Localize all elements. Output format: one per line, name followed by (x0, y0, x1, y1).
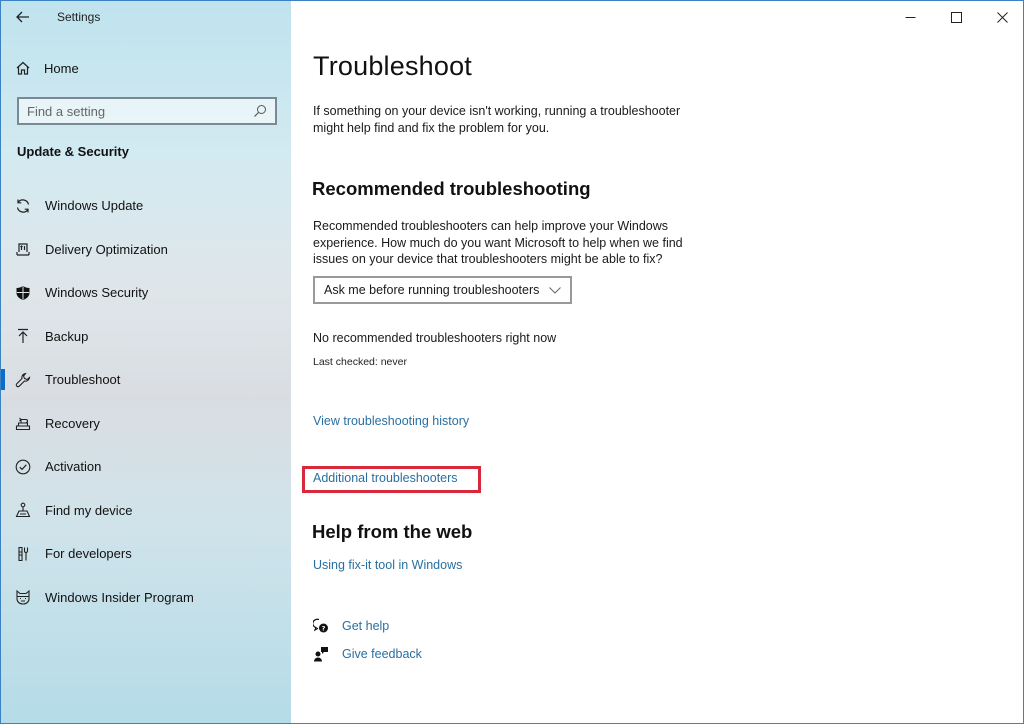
sidebar-nav (1, 184, 291, 619)
sidebar-item-find-my-device[interactable] (1, 489, 291, 533)
sidebar (1, 1, 291, 724)
main-content (291, 1, 1024, 724)
maximize-button[interactable] (933, 1, 979, 33)
sidebar-item-delivery-optimization[interactable] (1, 228, 291, 272)
sidebar-item-for-developers[interactable] (1, 532, 291, 576)
sidebar-item-label: For developers (45, 546, 132, 562)
get-help-label: Get help (342, 619, 390, 633)
sidebar-item-windows-update[interactable] (1, 184, 291, 228)
get-help-link[interactable] (313, 618, 389, 634)
find-device-icon (1, 502, 45, 518)
fix-it-tool-link[interactable]: Using fix-it tool in Windows (313, 558, 463, 572)
recovery-icon (1, 415, 45, 431)
maximize-icon (951, 12, 962, 23)
search-icon[interactable] (253, 104, 267, 118)
backup-arrow-icon (1, 328, 45, 344)
sidebar-item-label: Troubleshoot (45, 372, 121, 388)
sidebar-item-label: Windows Security (45, 285, 149, 301)
sidebar-item-windows-security[interactable] (1, 271, 291, 315)
sidebar-item-label: Backup (45, 328, 89, 344)
wrench-icon (1, 372, 45, 388)
svg-text:?: ? (321, 624, 326, 633)
sidebar-item-windows-insider-program[interactable] (1, 576, 291, 620)
page-title: Troubleshoot (313, 51, 472, 81)
sync-icon (1, 198, 45, 214)
section-title: Update & Security (17, 144, 129, 159)
recommended-status: No recommended troubleshooters right now (313, 331, 557, 345)
dropdown-value: Ask me before running troubleshooters (324, 283, 540, 297)
sidebar-item-label: Activation (45, 459, 102, 475)
insider-cat-icon (1, 589, 45, 605)
view-history-link[interactable]: View troubleshooting history (313, 414, 470, 428)
sidebar-item-label: Windows Insider Program (45, 589, 194, 605)
give-feedback-link[interactable] (313, 646, 422, 662)
help-web-heading: Help from the web (312, 521, 473, 542)
window-controls (887, 1, 1024, 33)
sidebar-item-backup[interactable] (1, 315, 291, 359)
get-help-icon (313, 618, 342, 634)
sidebar-item-recovery[interactable] (1, 402, 291, 446)
home-label: Home (44, 60, 79, 76)
sidebar-item-label: Find my device (45, 502, 133, 518)
check-circle-icon (1, 459, 45, 475)
minimize-icon (905, 12, 916, 23)
sidebar-item-activation[interactable] (1, 445, 291, 489)
recommended-description: Recommended troubleshooters can help improve your Windows experience. How much do you want Microsoft to help when we find issues on your device that troubleshooters might be able to fix? (313, 219, 683, 266)
intro-text: If something on your device isn't working, running a troubleshooter might help find and fix the problem for you. (313, 104, 681, 135)
shield-icon (1, 285, 45, 301)
recommended-heading: Recommended troubleshooting (312, 178, 591, 199)
troubleshoot-preference-dropdown[interactable] (313, 276, 572, 304)
close-icon (997, 12, 1008, 23)
delivery-optimization-icon (1, 241, 45, 257)
back-arrow-icon (16, 11, 30, 23)
last-checked: Last checked: never (313, 356, 407, 368)
search-box[interactable] (17, 97, 277, 125)
sidebar-item-label: Windows Update (45, 198, 144, 214)
additional-troubleshooters-link[interactable]: Additional troubleshooters (313, 471, 458, 485)
back-button[interactable] (1, 1, 45, 33)
title-bar (1, 1, 291, 33)
sidebar-item-label: Recovery (45, 415, 100, 431)
feedback-icon (313, 646, 342, 662)
app-title: Settings (57, 10, 101, 24)
search-input[interactable] (27, 104, 253, 119)
developer-tools-icon (1, 546, 45, 562)
sidebar-item-troubleshoot[interactable] (1, 358, 291, 402)
give-feedback-label: Give feedback (342, 647, 422, 661)
close-button[interactable] (979, 1, 1024, 33)
home-icon (1, 60, 45, 76)
minimize-button[interactable] (887, 1, 933, 33)
sidebar-item-label: Delivery Optimization (45, 241, 168, 257)
sidebar-home[interactable] (1, 53, 291, 83)
chevron-down-icon (549, 287, 561, 294)
